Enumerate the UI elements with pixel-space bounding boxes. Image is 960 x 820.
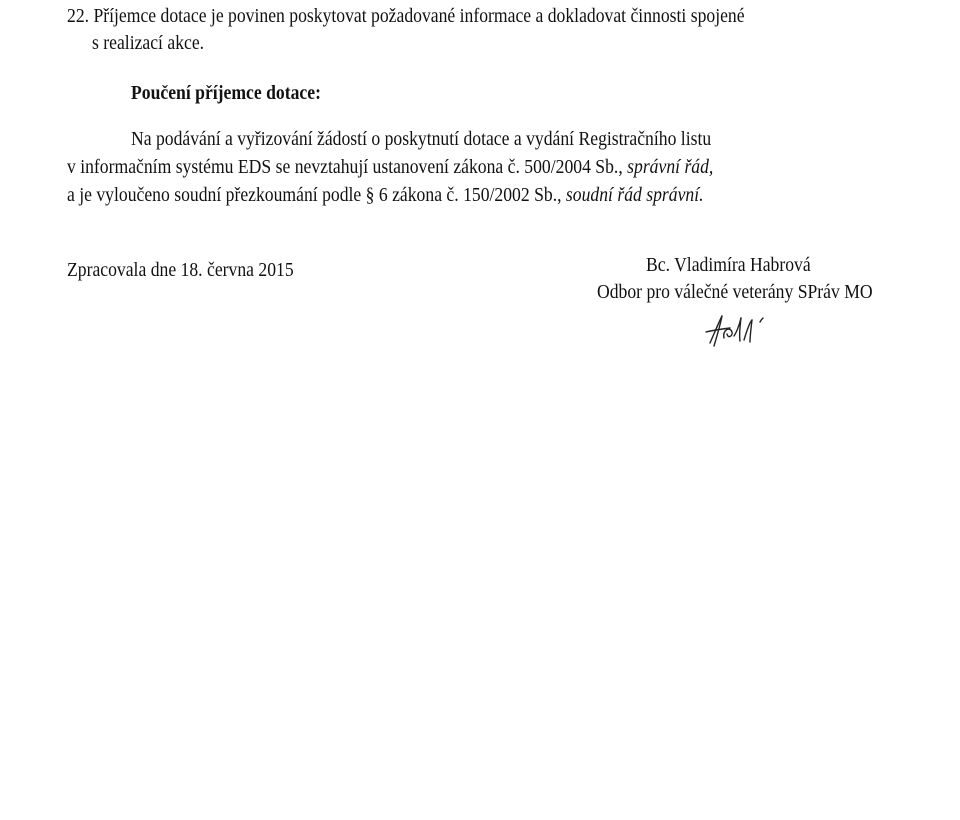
instruction-text-2: v informačním systému EDS se nevztahují ustanovení zákona č. 500/2004 Sb., (67, 156, 628, 178)
instruction-text-2-italic: správní řád, (627, 156, 714, 178)
instruction-heading (131, 81, 352, 105)
signatory-department (597, 280, 918, 304)
item-22-line-2 (92, 31, 222, 55)
prepared-on-text: Zpracovala dne 18. června 2015 (67, 259, 294, 281)
item-22-line-1 (67, 4, 855, 28)
signatory-name (646, 253, 837, 277)
signatory-department-text: Odbor pro válečné veterány SPráv MO (597, 281, 873, 303)
instruction-text-3: a je vyloučeno soudní přezkoumání podle § 6 zákona č. 150/2002 Sb., (67, 184, 566, 206)
handwritten-signature-icon (700, 308, 790, 353)
instruction-line-2 (67, 155, 819, 179)
instruction-line-1 (131, 127, 806, 151)
item-22-text-2: s realizací akce. (92, 32, 205, 54)
instruction-line-3 (67, 183, 807, 207)
prepared-on-date (67, 258, 331, 282)
instruction-text-3-wrap (67, 183, 704, 207)
item-22-text-1: 22. Příjemce dotace je povinen poskytovat požadované informace a dokladovat činnosti spojené (67, 5, 745, 27)
instruction-text-3-italic: soudní řád správní. (565, 184, 704, 206)
signatory-name-text: Bc. Vladimíra Habrová (646, 254, 811, 276)
instruction-text-2-wrap (67, 155, 713, 179)
instruction-heading-text: Poučení příjemce dotace: (131, 82, 321, 104)
instruction-text-1: Na podávání a vyřizování žádostí o poskytnutí dotace a vydání Registračního listu (131, 128, 712, 150)
